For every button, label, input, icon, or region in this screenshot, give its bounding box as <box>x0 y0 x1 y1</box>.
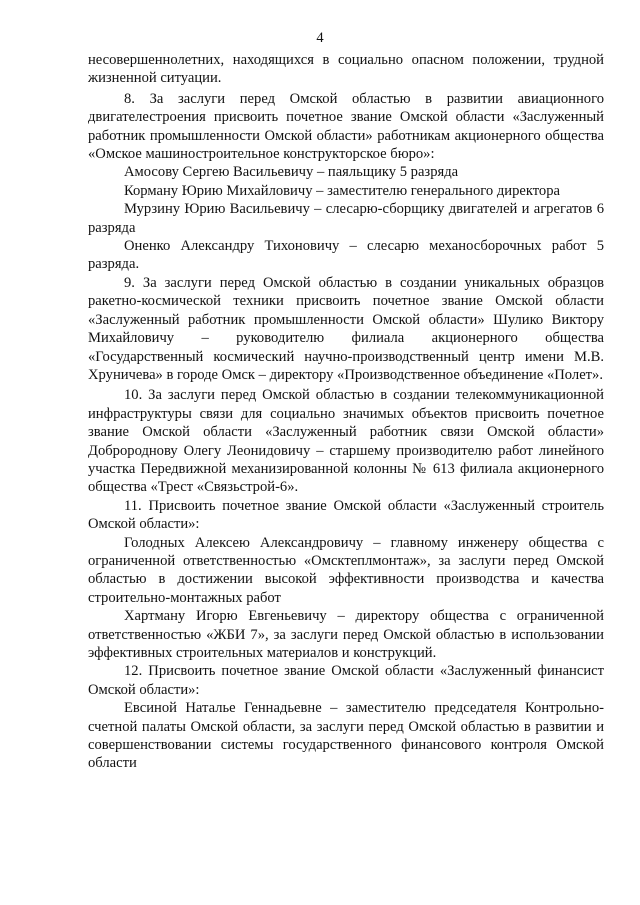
paragraph: 10. За заслуги перед Омской областью в создании телекоммуникационной инфраструктуры связи для социально значимых объектов присвоить почетное звание Омской области «Заслуженный работник связи Омской области» Добророднову Олегу Леонидовичу – старшему производителю работ линейного участка Передвижной механизированной колонны № 613 филиала акционерного общества «Трест «Связьстрой-6». <box>88 387 604 496</box>
document-body <box>88 51 604 773</box>
list-item: Оненко Александру Тихоновичу – слесарю механосборочных работ 5 разряда. <box>88 238 604 273</box>
paragraph: 12. Присвоить почетное звание Омской области «Заслуженный финансист Омской области»: <box>88 663 604 698</box>
list-item: Амосову Сергею Васильевичу – паяльщику 5 разряда <box>124 164 459 181</box>
list-item: Мурзину Юрию Васильевичу – слесарю-сборщику двигателей и агрегатов 6 разряда <box>88 201 604 236</box>
list-item: Хартману Игорю Евгеньевичу – директору общества с ограниченной ответственностью «ЖБИ 7», за заслуги перед Омской областью в использовании эффективных строительных материалов и конструкций. <box>88 608 604 661</box>
paragraph: несовершеннолетних, находящихся в социально опасном положении, трудной жизненной ситуации. <box>88 52 604 87</box>
list-item: Корману Юрию Михайловичу – заместителю генерального директора <box>124 182 561 199</box>
page-number: 4 <box>316 30 324 46</box>
paragraph: 9. За заслуги перед Омской областью в создании уникальных образцов ракетно-космической техники присвоить почетное звание Омской области «Заслуженный работник промышленности Омской области» Шулико Виктору Михайловичу – руководителю филиала акционерного общества «Государственный космический научно-производственный центр имени М.В. Хруничева» в городе Омск – директору «Производственное объединение «Полет». <box>88 274 604 383</box>
list-item: Евсиной Наталье Геннадьевне – заместителю председателя Контрольно-счетной палаты Омской области, за заслуги перед Омской областью в развитии и совершенствовании системы государственного финансового контроля Омской области <box>88 700 604 772</box>
paragraph: 11. Присвоить почетное звание Омской области «Заслуженный строитель Омской области»: <box>88 497 604 533</box>
list-item: Голодных Алексею Александровичу – главному инженеру общества с ограниченной ответственностью «Омсктеплмонтаж», за заслуги перед Омской областью в достижении высокой эффективности производства и качества строительно-монтажных работ <box>88 534 604 606</box>
paragraph: 8. За заслуги перед Омской областью в развитии авиационного двигателестроения присвоить почетное звание Омской области «Заслуженный работник промышленности Омской области» работникам акционерного общества «Омское машиностроительное конструкторское бюро»: <box>88 90 604 163</box>
